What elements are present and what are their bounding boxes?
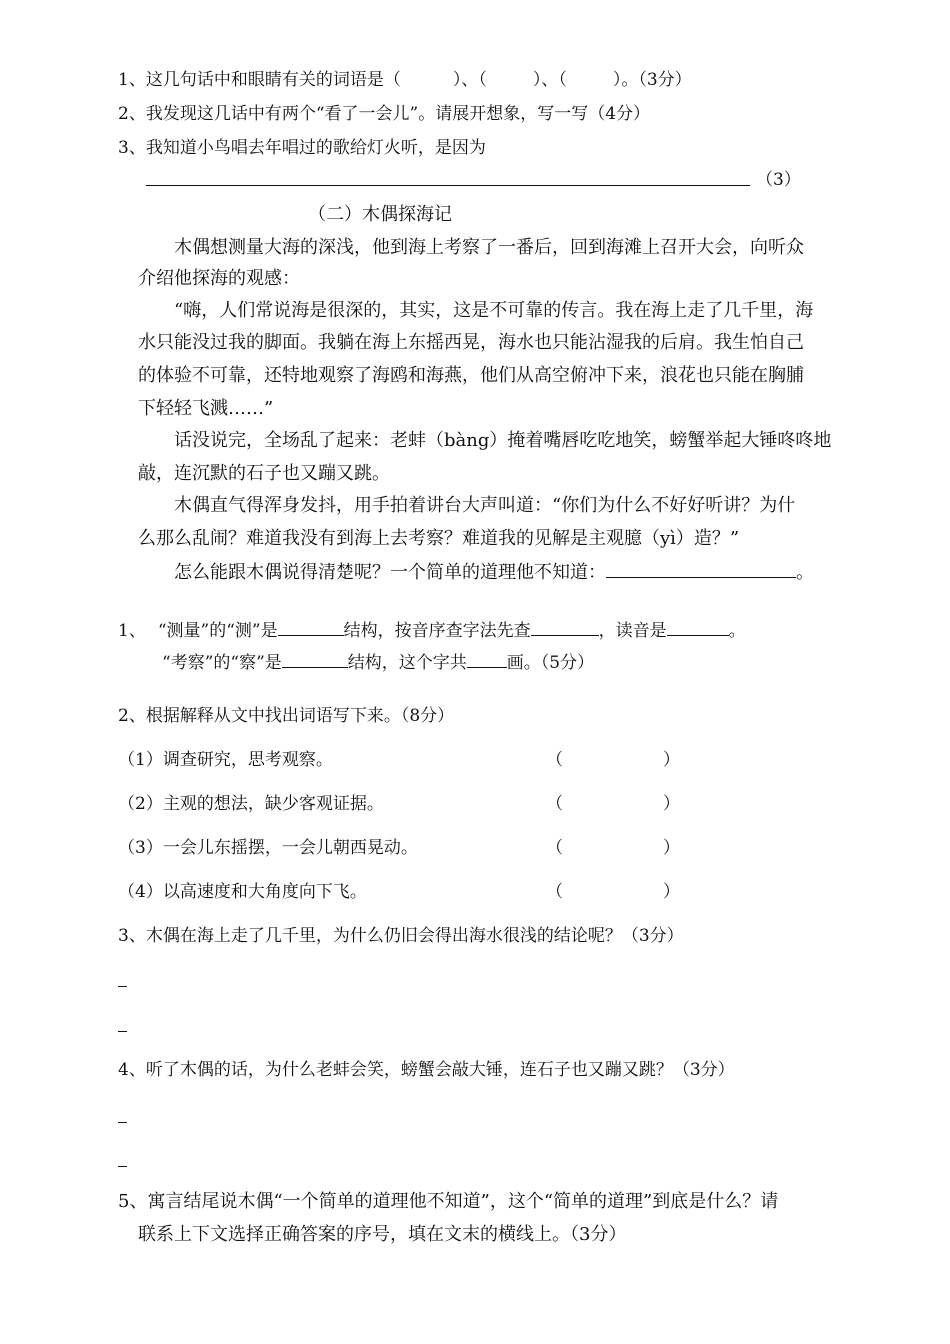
definition-item-2: （2）主观的想法，缺少客观证据。	[118, 794, 384, 814]
part2-question-5-line1: 5、寓言结尾说木偶“一个简单的道理他不知道”，这个“简单的道理”到底是什么？请	[118, 1191, 779, 1212]
definition-answer-3[interactable]: （ ）	[546, 838, 680, 858]
blank-structure-cha[interactable]	[282, 649, 348, 668]
blank-pronunciation[interactable]	[667, 617, 729, 636]
passage-p4-line1: 木偶直气得浑身发抖，用手拍着讲台大声叫道：“你们为什么不好好听讲？为什	[174, 495, 796, 516]
blank-stroke-count[interactable]	[467, 649, 507, 668]
part2-question-3: 3、木偶在海上走了几千里，为什么仍旧会得出海水很浅的结论呢？（3分）	[118, 926, 684, 946]
answer-line-q3-a[interactable]	[118, 986, 127, 987]
question-2-imagine: 2、我发现这几话中有两个“看了一会儿”。请展开想象，写一写（4分）	[118, 104, 651, 124]
blank-structure-ce[interactable]	[278, 617, 344, 636]
passage-answer-blank[interactable]	[606, 559, 796, 578]
passage-p2-line2: 水只能没过我的脚面。我躺在海上东摇西晃，海水也只能沾湿我的后肩。我生怕自己	[138, 332, 804, 353]
q3-score: （3）	[756, 170, 801, 190]
part2-question-1-line2: “考察”的“察”是 结构，这个字共 画。（5分）	[162, 649, 594, 675]
answer-line-q3-b[interactable]	[118, 1031, 127, 1032]
answer-line-q4-b[interactable]	[118, 1166, 127, 1167]
part2-question-5-line2: 联系上下文选择正确答案的序号，填在文末的横线上。（3分）	[138, 1224, 627, 1245]
question-1-eye-words: 1、这几句话中和眼睛有关的词语是（ ）、（ ）、（ ）。（3分）	[118, 70, 692, 90]
blank-phonetic-letter[interactable]	[531, 617, 599, 636]
passage-p2-line4: 下轻轻飞溅……”	[138, 398, 274, 419]
passage-p3-line2: 敲，连沉默的石子也又蹦又跳。	[138, 463, 390, 484]
definition-item-4: （4）以高速度和大角度向下飞。	[118, 882, 367, 902]
part2-question-4: 4、听了木偶的话，为什么老蚌会笑，螃蟹会敲大锤，连石子也又蹦又跳？（3分）	[118, 1060, 735, 1080]
definition-answer-4[interactable]: （ ）	[546, 882, 680, 902]
definition-answer-2[interactable]: （ ）	[546, 794, 680, 814]
passage-p3-line1: 话没说完，全场乱了起来：老蚌（bàng）掩着嘴唇吃吃地笑，螃蟹举起大锤咚咚地	[174, 430, 832, 451]
passage-p1-line2: 介绍他探海的观感：	[138, 268, 300, 289]
definition-item-1: （1）调查研究，思考观察。	[118, 750, 333, 770]
passage-p1-line1: 木偶想测量大海的深浅，他到海上考察了一番后，回到海滩上召开大会，向听众	[174, 237, 804, 258]
passage-p2-line1: “嗨，人们常说海是很深的，其实，这是不可靠的传言。我在海上走了几千里，海	[174, 300, 814, 321]
answer-line-q4-a[interactable]	[118, 1122, 127, 1123]
definition-item-3: （3）一会儿东摇摆，一会儿朝西晃动。	[118, 838, 418, 858]
question-3-bird-song: 3、我知道小鸟唱去年唱过的歌给灯火听，是因为	[118, 138, 486, 158]
passage-p4-line2: 么那么乱闹？难道我没有到海上去考察？难道我的见解是主观臆（yì）造？”	[138, 528, 740, 549]
passage-p5: 怎么能跟木偶说得清楚呢？一个简单的道理他不知道： 。	[174, 559, 814, 585]
answer-line-q3[interactable]	[146, 185, 750, 186]
part2-question-1: 1、 “测量”的“测”是 结构，按音序查字法先查 ，读音是 。	[118, 617, 746, 643]
part2-question-2: 2、根据解释从文中找出词语写下来。（8分）	[118, 706, 455, 726]
passage-title: （二）木偶探海记	[308, 204, 452, 225]
definition-answer-1[interactable]: （ ）	[546, 750, 680, 770]
passage-p2-line3: 的体验不可靠，还特地观察了海鸥和海燕，他们从高空俯冲下来，浪花也只能在胸脯	[138, 365, 804, 386]
